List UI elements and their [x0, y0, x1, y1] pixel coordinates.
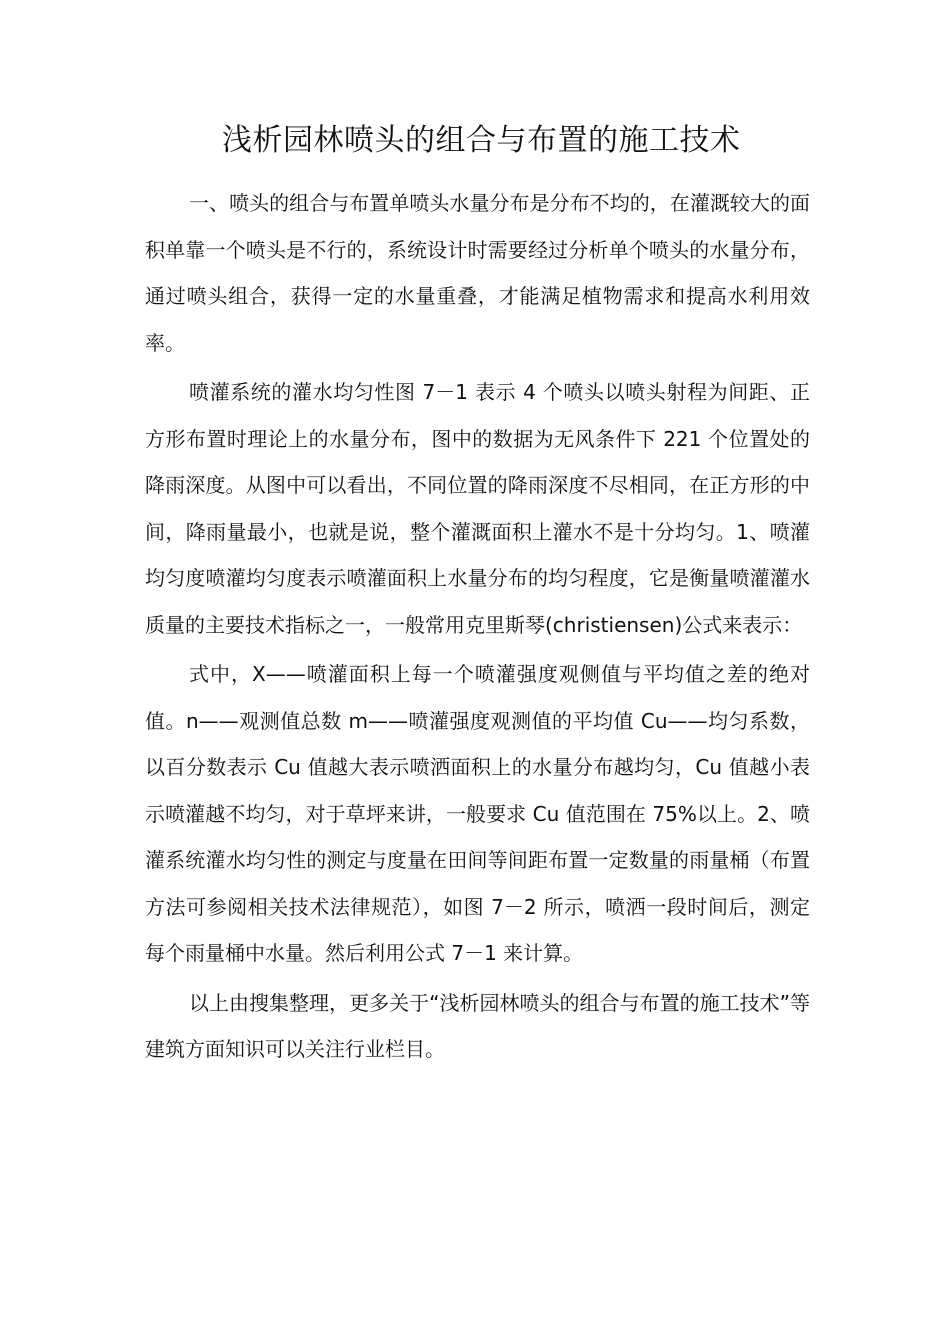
paragraph-formula-explanation: 式中，X——喷灌面积上每一个喷灌强度观侧值与平均值之差的绝对值。n——观测值总数 m——喷灌强度观测值的平均值 Cu——均匀系数，以百分数表示 Cu 值越大表示喷洒面积上的水量分布越均匀，Cu 值越小表示喷灌越不均匀，对于草坪来讲，一般要求 Cu 值范围在 75%以上。2、喷灌系统灌水均匀性的测定与度量在田间等间距布置一定数量的雨量桶（布置方法可参阅相关技术法律规范），如图 7－2 所示，喷洒一段时间后，测定每个雨量桶中水量。然后利用公式 7－1 来计算。 — [145, 662, 810, 965]
paragraph-irrigation-uniformity: 喷灌系统的灌水均匀性图 7－1 表示 4 个喷头以喷头射程为间距、正方形布置时理论上的水量分布，图中的数据为无风条件下 221 个位置处的降雨深度。从图中可以看出，不同位置的降雨深度不尽相同，在正方形的中间，降雨量最小，也就是说，整个灌溉面积上灌水不是十分均匀。1、喷灌均匀度喷灌均匀度表示喷灌面积上水量分布的均匀程度，它是衡量喷灌灌水质量的主要技术指标之一，一般常用克里斯琴(christiensen)公式来表示： — [145, 380, 810, 637]
paragraph-sprinkler-combination: 一、喷头的组合与布置单喷头水量分布是分布不均的，在灌溉较大的面积单靠一个喷头是不行的，系统设计时需要经过分析单个喷头的水量分布，通过喷头组合，获得一定的水量重叠，才能满足植物需求和提高水利用效率。 — [145, 191, 810, 355]
document-body — [145, 180, 810, 1076]
paragraph-closing-note: 以上由搜集整理，更多关于“浅析园林喷头的组合与布置的施工技术”等建筑方面知识可以关注行业栏目。 — [145, 990, 810, 1061]
document-title: 浅析园林喷头的组合与布置的施工技术 — [222, 123, 741, 158]
